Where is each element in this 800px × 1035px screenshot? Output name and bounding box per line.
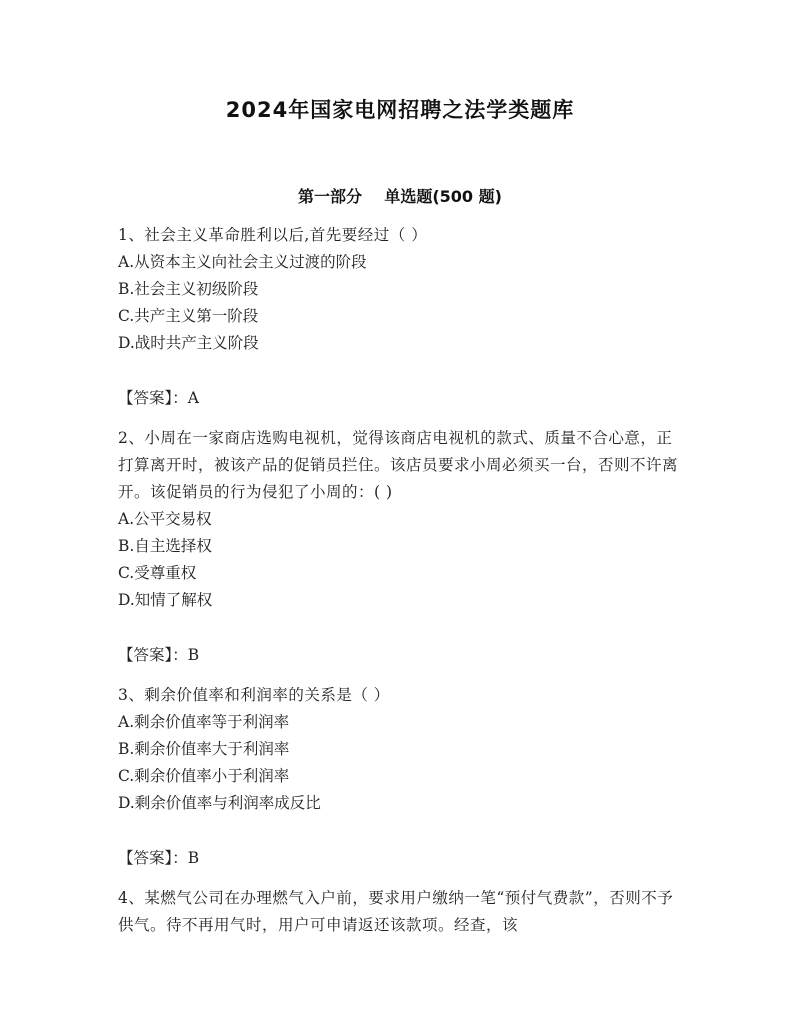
option-d: D.战时共产主义阶段 (118, 334, 259, 352)
answer-value: B (187, 849, 200, 867)
answer-value: A (187, 389, 199, 407)
question-2 (118, 425, 684, 669)
question-stem: 4、某燃气公司在办理燃气入户前，要求用户缴纳一笔“预付气费款”，否则不予供气。待不再用气时，用户可申请返还该款项。经查，该 (118, 889, 674, 934)
option-c: C.受尊重权 (118, 564, 197, 582)
option-b: B.社会主义初级阶段 (118, 280, 259, 298)
answer-line (118, 845, 684, 872)
question-list (118, 222, 684, 952)
option-b: B.剩余价值率大于利润率 (118, 740, 290, 758)
document-title: 2024年国家电网招聘之法学类题库 (225, 98, 575, 122)
option-a: A.剩余价值率等于利润率 (118, 713, 290, 731)
answer-label: 【答案】： (118, 646, 188, 664)
answer-value: B (187, 646, 200, 664)
question-3 (118, 682, 684, 872)
question-stem: 1、社会主义革命胜利以后,首先要经过（ ） (118, 226, 428, 244)
option-c: C.剩余价值率小于利润率 (118, 767, 290, 785)
answer-line (118, 385, 684, 412)
section-heading: 第一部分 单选题(500 题) (298, 187, 502, 206)
answer-label: 【答案】： (118, 849, 188, 867)
option-a: A.从资本主义向社会主义过渡的阶段 (118, 253, 367, 271)
option-a: A.公平交易权 (118, 510, 212, 528)
question-1 (118, 222, 684, 412)
option-b: B.自主选择权 (118, 537, 212, 555)
option-c: C.共产主义第一阶段 (118, 307, 259, 325)
answer-label: 【答案】： (118, 389, 188, 407)
answer-line (118, 642, 684, 669)
option-d: D.剩余价值率与利润率成反比 (118, 794, 321, 812)
option-d: D.知情了解权 (118, 591, 213, 609)
question-stem: 2、小周在一家商店选购电视机，觉得该商店电视机的款式、质量不合心意，正打算离开时，被该产品的促销员拦住。该店员要求小周必须买一台，否则不许离开。该促销员的行为侵犯了小周的：( ) (118, 429, 679, 501)
question-stem: 3、剩余价值率和利润率的关系是（ ） (118, 686, 390, 704)
question-4 (118, 885, 684, 939)
